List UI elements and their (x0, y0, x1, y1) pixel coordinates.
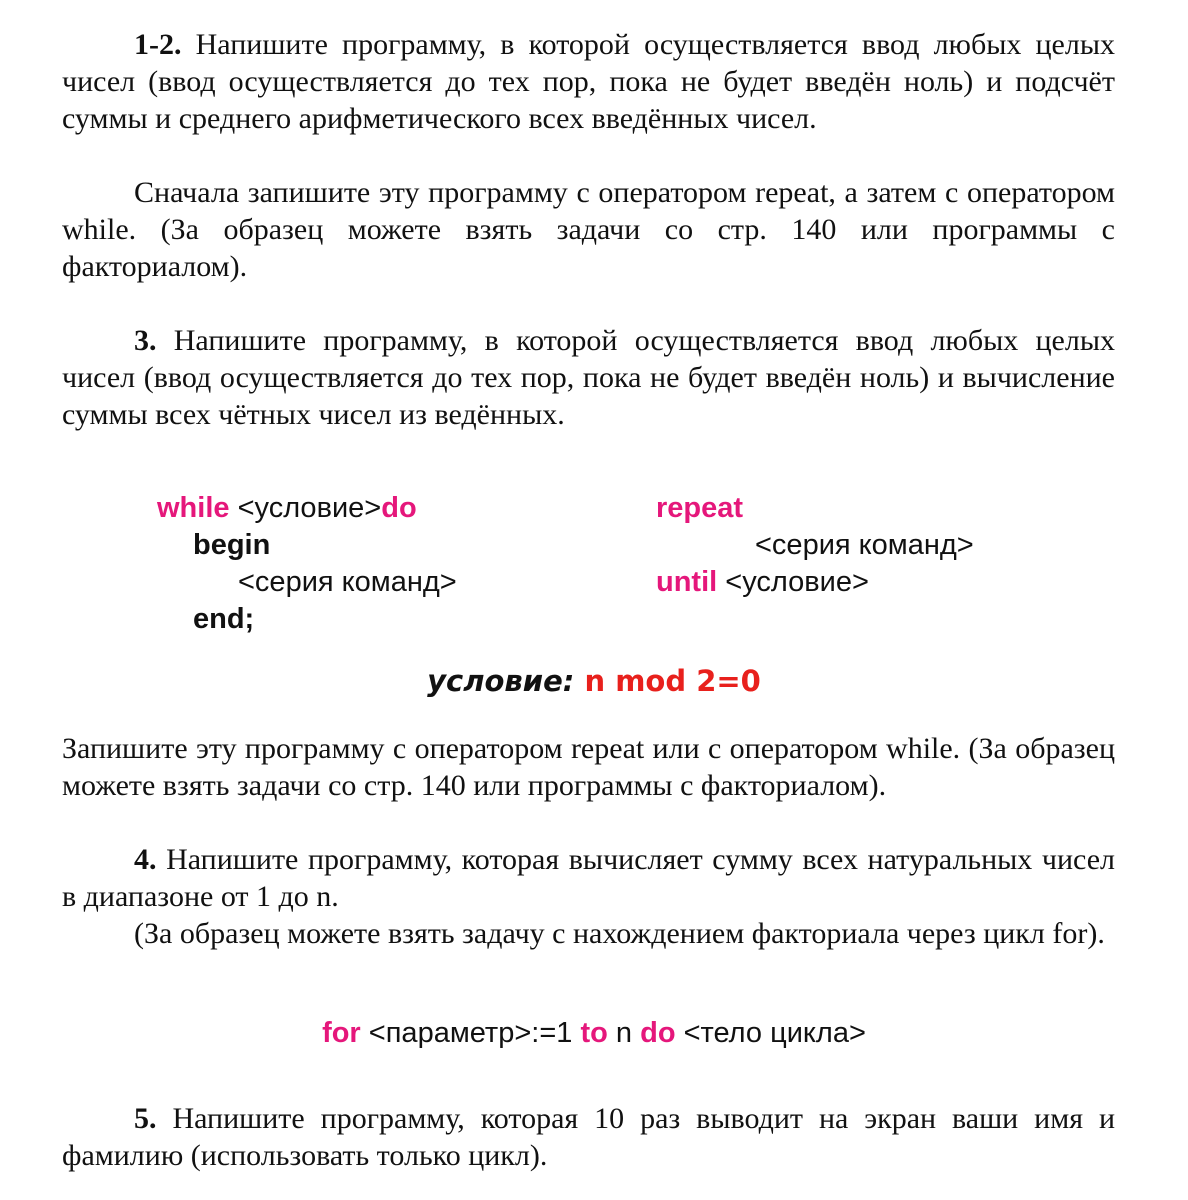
until-keyword: until (656, 566, 718, 598)
while-line (157, 492, 417, 525)
condition-label: условие: (427, 664, 575, 698)
to-keyword: to (580, 1017, 608, 1049)
task-1-2-text: Напишите программу, в которой осуществляется ввод любых целых чисел (ввод осуществляется до тех пор, пока не будет введён ноль) и подсчёт суммы и среднего арифметического всех введённых чисел. (62, 28, 1115, 135)
while-condition: <условие> (237, 492, 382, 524)
task-4-note: (За образец можете взять задачу с нахождением факториала через цикл for). (134, 917, 1105, 950)
task-1-2-note: Сначала запишите эту программу с оператором repeat, а затем с оператором while. (За образец можете взять задачи со стр. 140 или программы с факториалом). (62, 176, 1115, 283)
task-3-note: Запишите эту программу с оператором repeat или с оператором while. (За образец можете взять задачи со стр. 140 или программы с факториалом). (62, 732, 1115, 802)
task-5-number: 5. (134, 1102, 157, 1135)
task-5-text: Напишите программу, которая 10 раз выводит на экран ваши имя и фамилию (использовать только цикл). (62, 1102, 1115, 1172)
while-body: <серия команд> (238, 566, 457, 598)
while-keyword: while (157, 492, 230, 524)
for-body: <тело цикла> (683, 1017, 866, 1049)
task-4-number: 4. (134, 843, 157, 876)
task-1-2-paragraph (62, 26, 1115, 137)
condition-hint (0, 664, 1188, 698)
task-3-paragraph (62, 322, 1115, 433)
for-limit: n (615, 1017, 633, 1049)
for-do-keyword: do (640, 1017, 676, 1049)
task-1-2-number: 1-2. (134, 28, 182, 61)
end-keyword: end; (193, 603, 255, 635)
task-3-text: Напишите программу, в которой осуществляется ввод любых целых чисел (ввод осуществляется до тех пор, пока не будет введён ноль) и вычисление суммы всех чётных чисел из ведённых. (62, 324, 1115, 431)
task-4-paragraph (62, 841, 1115, 915)
task-4-text: Напишите программу, которая вычисляет сумму всех натуральных чисел в диапазоне от 1 до n. (62, 843, 1116, 913)
until-condition: <условие> (725, 566, 869, 598)
for-syntax-line (0, 1017, 1188, 1050)
condition-expression: n mod 2=0 (584, 664, 761, 698)
while-do-keyword: do (381, 492, 417, 524)
repeat-body: <серия команд> (755, 529, 974, 561)
task-5-paragraph (62, 1100, 1115, 1174)
for-param: <параметр>:=1 (368, 1017, 573, 1049)
begin-keyword: begin (193, 529, 271, 561)
until-line (656, 566, 869, 599)
for-keyword: for (322, 1017, 361, 1049)
repeat-keyword: repeat (656, 492, 744, 524)
task-3-number: 3. (134, 324, 157, 357)
